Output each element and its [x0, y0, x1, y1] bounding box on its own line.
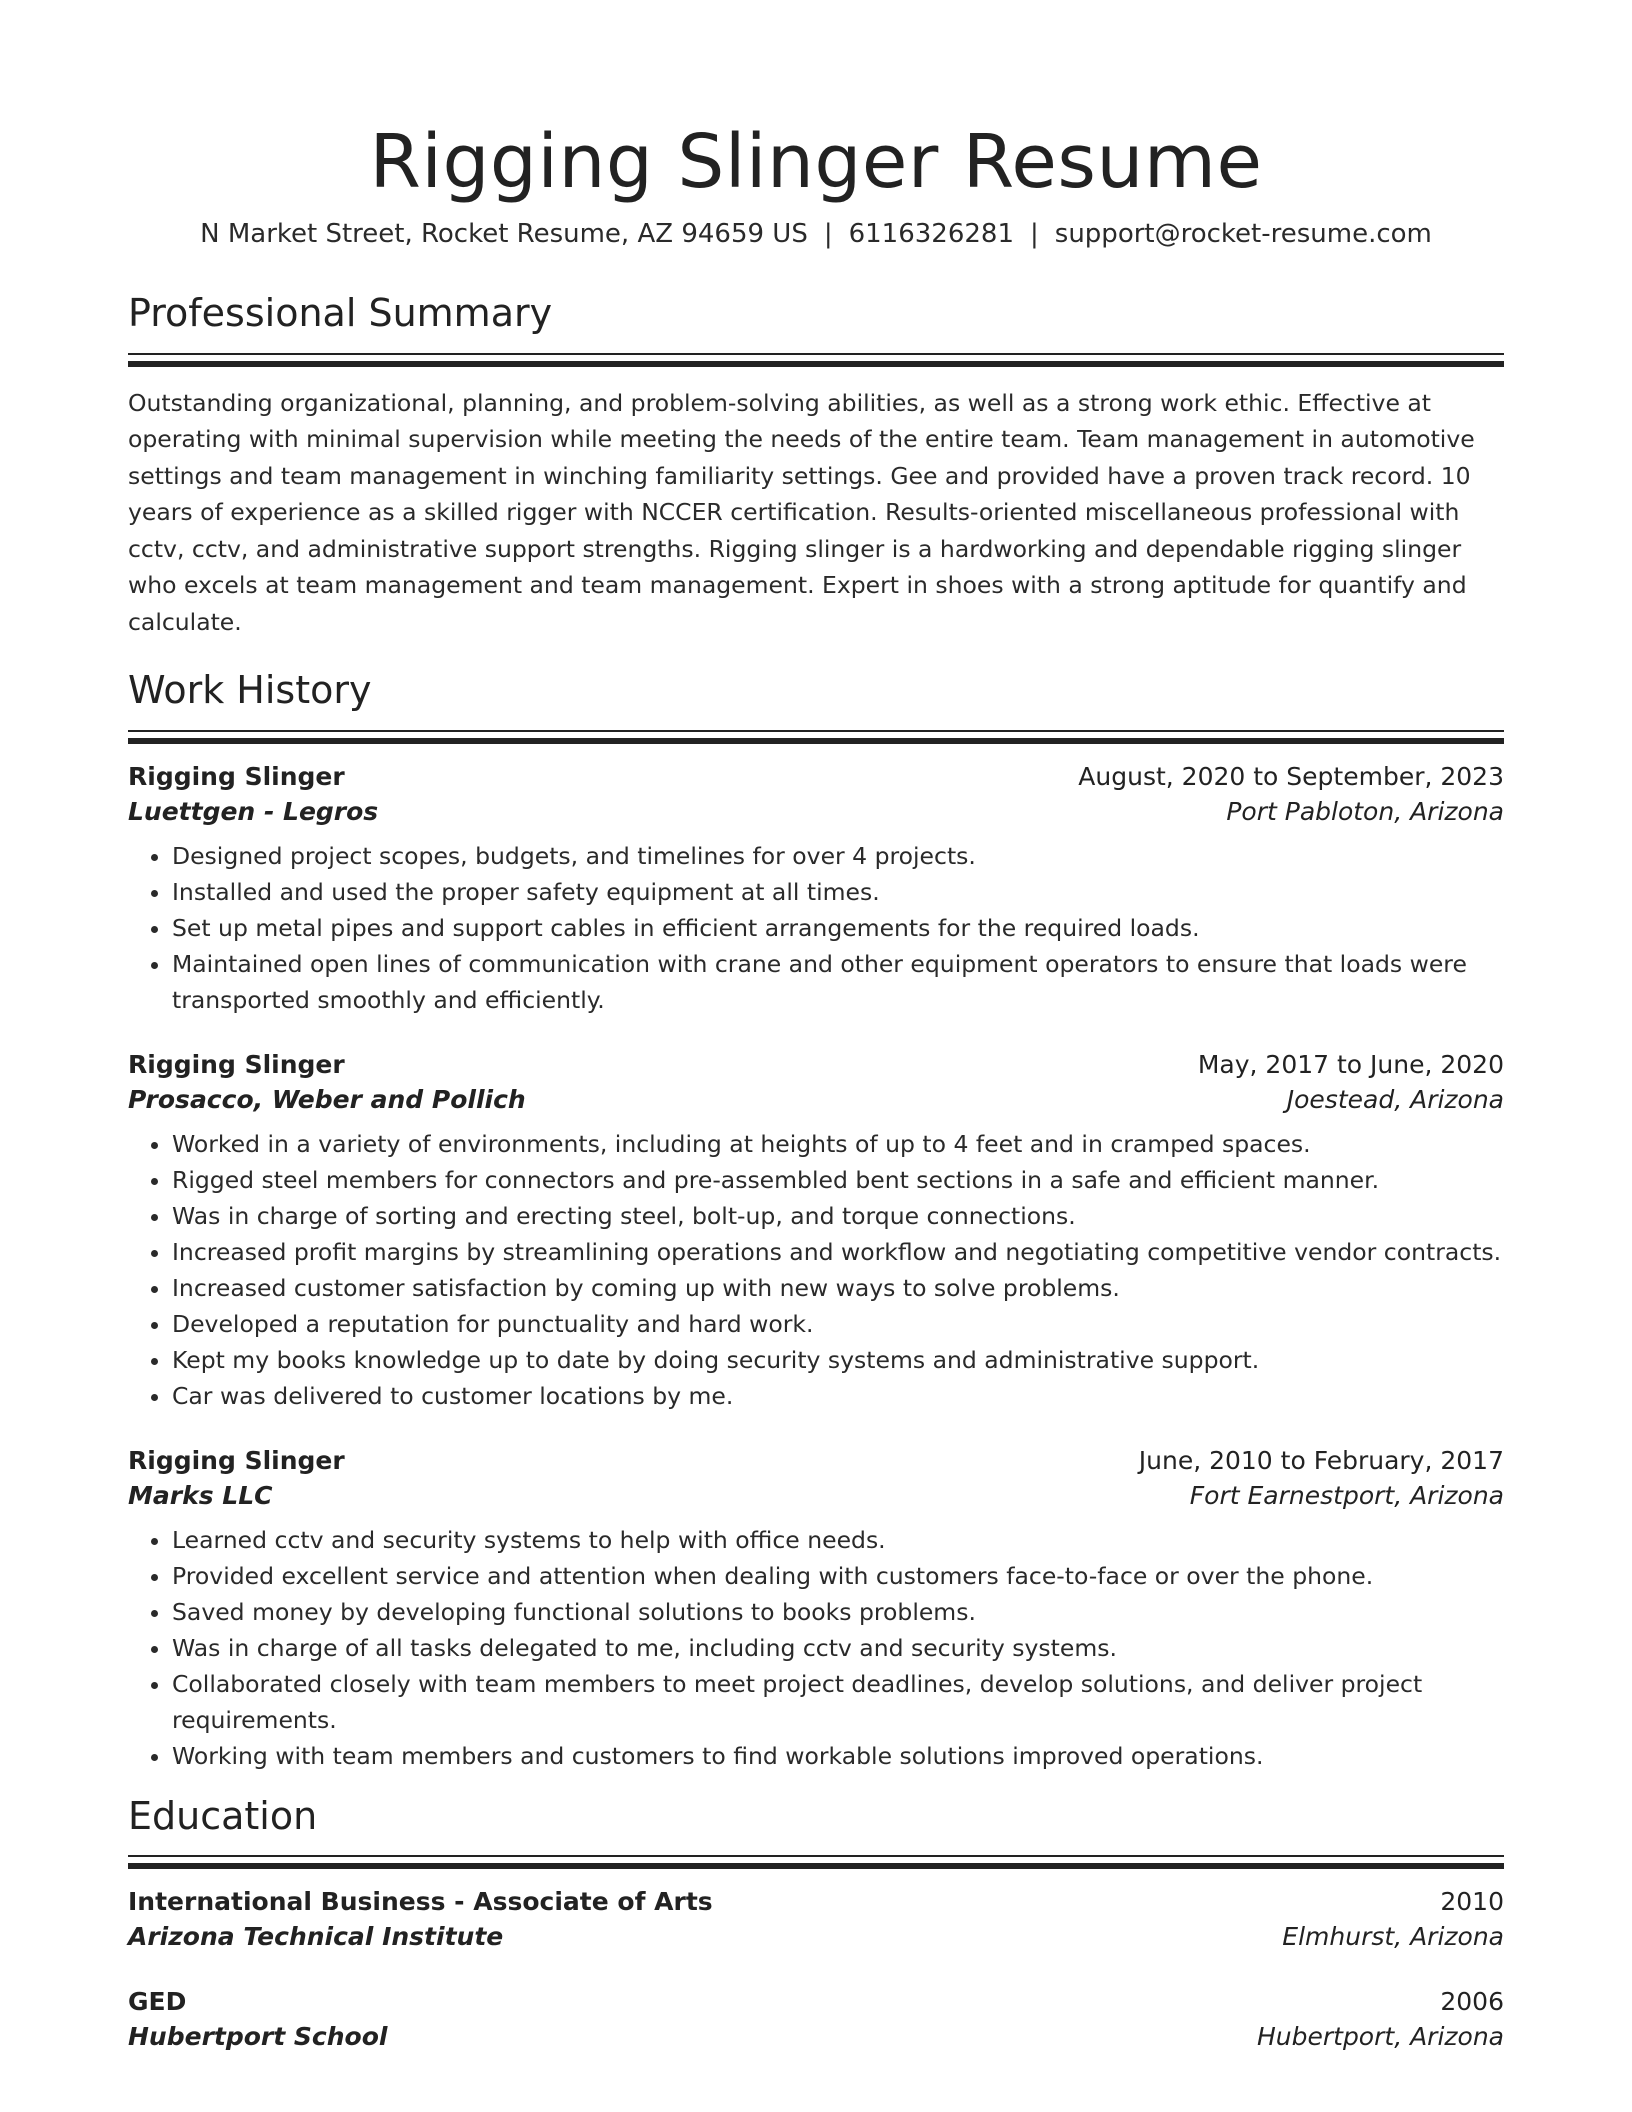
education-entry — [128, 1887, 1504, 1951]
job-title: Rigging Slinger — [128, 1445, 345, 1475]
education-heading: Education — [128, 1793, 318, 1838]
graduation-year: 2006 — [1440, 1987, 1504, 2017]
education-entry — [128, 1987, 1504, 2051]
job-bullets — [128, 1522, 1504, 1774]
list-item: • Was in charge of sorting and erecting steel, bolt-up, and torque connections. — [172, 1198, 1504, 1234]
job-entry — [128, 1446, 1504, 1774]
summary-heading: Professional Summary — [128, 291, 553, 336]
education-section — [128, 1794, 1504, 2052]
list-item: • Collaborated closely with team members to meet project deadlines, develop solutions, and deliver project requirements. — [172, 1666, 1504, 1738]
section-divider-thick — [128, 361, 1504, 367]
job-dates: August, 2020 to September, 2023 — [1078, 761, 1504, 791]
list-item: • Increased customer satisfaction by coming up with new ways to solve problems. — [172, 1270, 1504, 1306]
section-divider — [128, 353, 1504, 355]
job-dates: June, 2010 to February, 2017 — [1138, 1445, 1504, 1475]
job-company: Luettgen - Legros — [128, 796, 379, 826]
list-item: • Learned cctv and security systems to help with office needs. — [172, 1522, 1504, 1558]
school-name: Arizona Technical Institute — [128, 1922, 504, 1952]
work-history-heading: Work History — [128, 668, 372, 713]
section-divider — [128, 1855, 1504, 1857]
list-item: • Saved money by developing functional solutions to books problems. — [172, 1594, 1504, 1630]
school-name: Hubertport School — [128, 2022, 388, 2052]
summary-section — [128, 291, 1504, 640]
list-item: • Provided excellent service and attention when dealing with customers face-to-face or over the phone. — [172, 1558, 1504, 1594]
job-location: Port Pabloton, Arizona — [1226, 796, 1504, 826]
job-location: Joestead, Arizona — [1286, 1084, 1504, 1114]
list-item: • Maintained open lines of communication with crane and other equipment operators to ensure that loads were transported smoothly and efficiently. — [172, 946, 1504, 1018]
school-location: Elmhurst, Arizona — [1282, 1922, 1504, 1952]
list-item: • Designed project scopes, budgets, and timelines for over 4 projects. — [172, 838, 1504, 874]
job-dates: May, 2017 to June, 2020 — [1197, 1049, 1504, 1079]
email: support@rocket-resume.com — [1054, 219, 1432, 250]
contact-line — [128, 219, 1504, 249]
degree: International Business - Associate of Arts — [128, 1887, 713, 1917]
list-item: • Working with team members and customers to find workable solutions improved operations. — [172, 1738, 1504, 1774]
list-item: • Developed a reputation for punctuality and hard work. — [172, 1306, 1504, 1342]
degree: GED — [128, 1987, 187, 2017]
list-item: • Rigged steel members for connectors and pre-assembled bent sections in a safe and efficient manner. — [172, 1162, 1504, 1198]
job-company: Marks LLC — [128, 1480, 273, 1510]
job-entry — [128, 1050, 1504, 1414]
school-location: Hubertport, Arizona — [1256, 2022, 1504, 2052]
job-bullets — [128, 838, 1504, 1018]
list-item: • Worked in a variety of environments, including at heights of up to 4 feet and in cramped spaces. — [172, 1126, 1504, 1162]
phone: 6116326281 — [848, 219, 1015, 250]
list-item: • Car was delivered to customer locations by me. — [172, 1378, 1504, 1414]
job-location: Fort Earnestport, Arizona — [1189, 1480, 1504, 1510]
contact-separator: | — [1030, 219, 1039, 250]
summary-text: Outstanding organizational, planning, and problem-solving abilities, as well as a strong work ethic. Effective at operating with minimal supervision while meeting the needs of the entire team. Team management in automotive settings and team management in winching familiarity settings. Gee and provided have a proven track record. 10 years of experience as a skilled rigger with NCCER certification. Results-oriented miscellaneous professional with cctv, cctv, and administrative support strengths. Rigging slinger is a hardworking and dependable rigging slinger who excels at team management and team management. Expert in shoes with a strong aptitude for quantify and calculate. — [128, 388, 1475, 636]
job-bullets — [128, 1126, 1504, 1414]
resume-page — [128, 0, 1504, 2051]
section-divider-thick — [128, 738, 1504, 744]
list-item: • Installed and used the proper safety equipment at all times. — [172, 874, 1504, 910]
job-title: Rigging Slinger — [128, 761, 345, 791]
job-company: Prosacco, Weber and Pollich — [128, 1084, 526, 1114]
job-title: Rigging Slinger — [128, 1049, 345, 1079]
list-item: • Set up metal pipes and support cables in efficient arrangements for the required loads. — [172, 910, 1504, 946]
contact-separator: | — [823, 219, 833, 250]
list-item: • Kept my books knowledge up to date by doing security systems and administrative support. — [172, 1342, 1504, 1378]
job-entry — [128, 762, 1504, 1018]
list-item: • Increased profit margins by streamlining operations and workflow and negotiating competitive vendor contracts. — [172, 1234, 1504, 1270]
resume-title: Rigging Slinger Resume — [369, 119, 1263, 205]
graduation-year: 2010 — [1440, 1887, 1504, 1917]
section-divider-thick — [128, 1863, 1504, 1869]
section-divider — [128, 730, 1504, 732]
work-history-section — [128, 668, 1504, 1774]
list-item: • Was in charge of all tasks delegated to me, including cctv and security systems. — [172, 1630, 1504, 1666]
address: N Market Street, Rocket Resume, AZ 94659 US — [200, 219, 808, 250]
